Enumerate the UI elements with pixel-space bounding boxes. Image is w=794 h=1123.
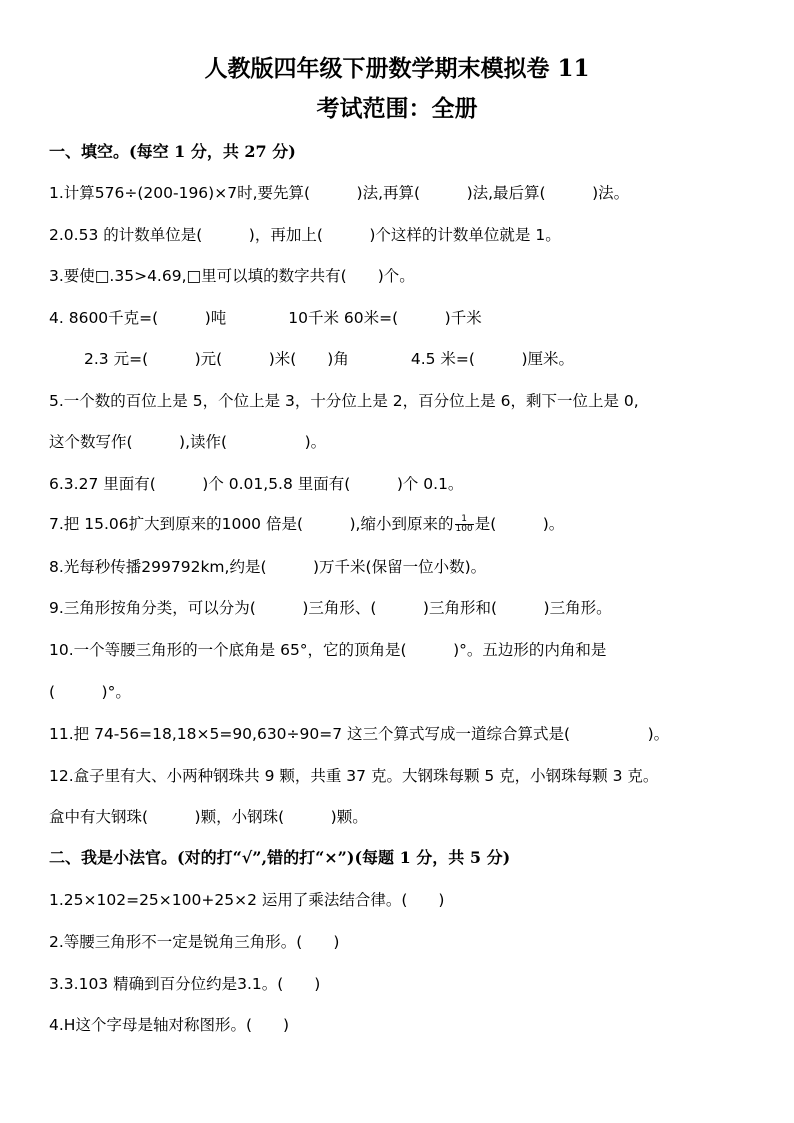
judge-question-4: 4.H这个字母是轴对称图形。( ) xyxy=(49,1016,290,1034)
question-7 xyxy=(49,513,564,535)
question-10-line-1: 10.一个等腰三角形的一个底角是 65°，它的顶角是( )°。五边形的内角和是 xyxy=(49,641,607,659)
fraction-denominator: 100 xyxy=(455,524,473,534)
question-3: 3.要使□.35>4.69,□里可以填的数字共有( )个。 xyxy=(49,267,415,285)
question-7-text-after: 是( )。 xyxy=(474,515,565,533)
question-4-line-2: 2.3 元=( )元( )米( )角 4.5 米=( )厘米。 xyxy=(84,350,575,368)
question-2: 2.0.53 的计数单位是( )，再加上( )个这样的计数单位就是 1。 xyxy=(49,226,561,244)
section-heading-fill-blanks: 一、填空。(每空 1 分，共 27 分) xyxy=(49,142,296,161)
judge-question-3: 3.3.103 精确到百分位约是3.1。( ) xyxy=(49,975,321,993)
page-subtitle: 考试范围：全册 xyxy=(316,95,478,122)
question-1: 1.计算576÷(200-196)×7时,要先算( )法,再算( )法,最后算( )法。 xyxy=(49,184,630,202)
question-6: 6.3.27 里面有( )个 0.01,5.8 里面有( )个 0.1。 xyxy=(49,475,464,493)
question-7-text-before: 7.把 15.06扩大到原来的1000 倍是( ),缩小到原来的 xyxy=(49,515,454,533)
question-11: 11.把 74-56=18,18×5=90,630÷90=7 这三个算式写成一道综合算式是( )。 xyxy=(49,725,670,743)
judge-question-2: 2.等腰三角形不一定是锐角三角形。( ) xyxy=(49,933,340,951)
question-12-line-1: 12.盒子里有大、小两种钢珠共 9 颗，共重 37 克。大钢珠每颗 5 克，小钢珠每颗 3 克。 xyxy=(49,767,659,785)
question-10-line-2: ( )°。 xyxy=(49,683,131,701)
judge-question-1: 1.25×102=25×100+25×2 运用了乘法结合律。( ) xyxy=(49,891,445,909)
page-title: 人教版四年级下册数学期末模拟卷 11 xyxy=(204,55,590,82)
question-12-line-2: 盒中有大钢珠( )颗，小钢珠( )颗。 xyxy=(49,808,368,826)
question-5-line-1: 5.一个数的百位上是 5，个位上是 3，十分位上是 2，百分位上是 6，剩下一位上是 0, xyxy=(49,392,639,410)
section-heading-true-false: 二、我是小法官。(对的打“√”,错的打“×”)(每题 1 分，共 5 分) xyxy=(49,848,511,867)
fraction-one-hundredth xyxy=(455,515,474,534)
fraction-numerator: 1 xyxy=(455,515,474,525)
question-4-line-1: 4. 8600千克=( )吨 10千米 60米=( )千米 xyxy=(49,309,482,327)
question-8: 8.光每秒传播299792km,约是( )万千米(保留一位小数)。 xyxy=(49,558,487,576)
question-9: 9.三角形按角分类，可以分为( )三角形、( )三角形和( )三角形。 xyxy=(49,599,612,617)
question-5-line-2: 这个数写作( ),读作( )。 xyxy=(49,433,327,451)
